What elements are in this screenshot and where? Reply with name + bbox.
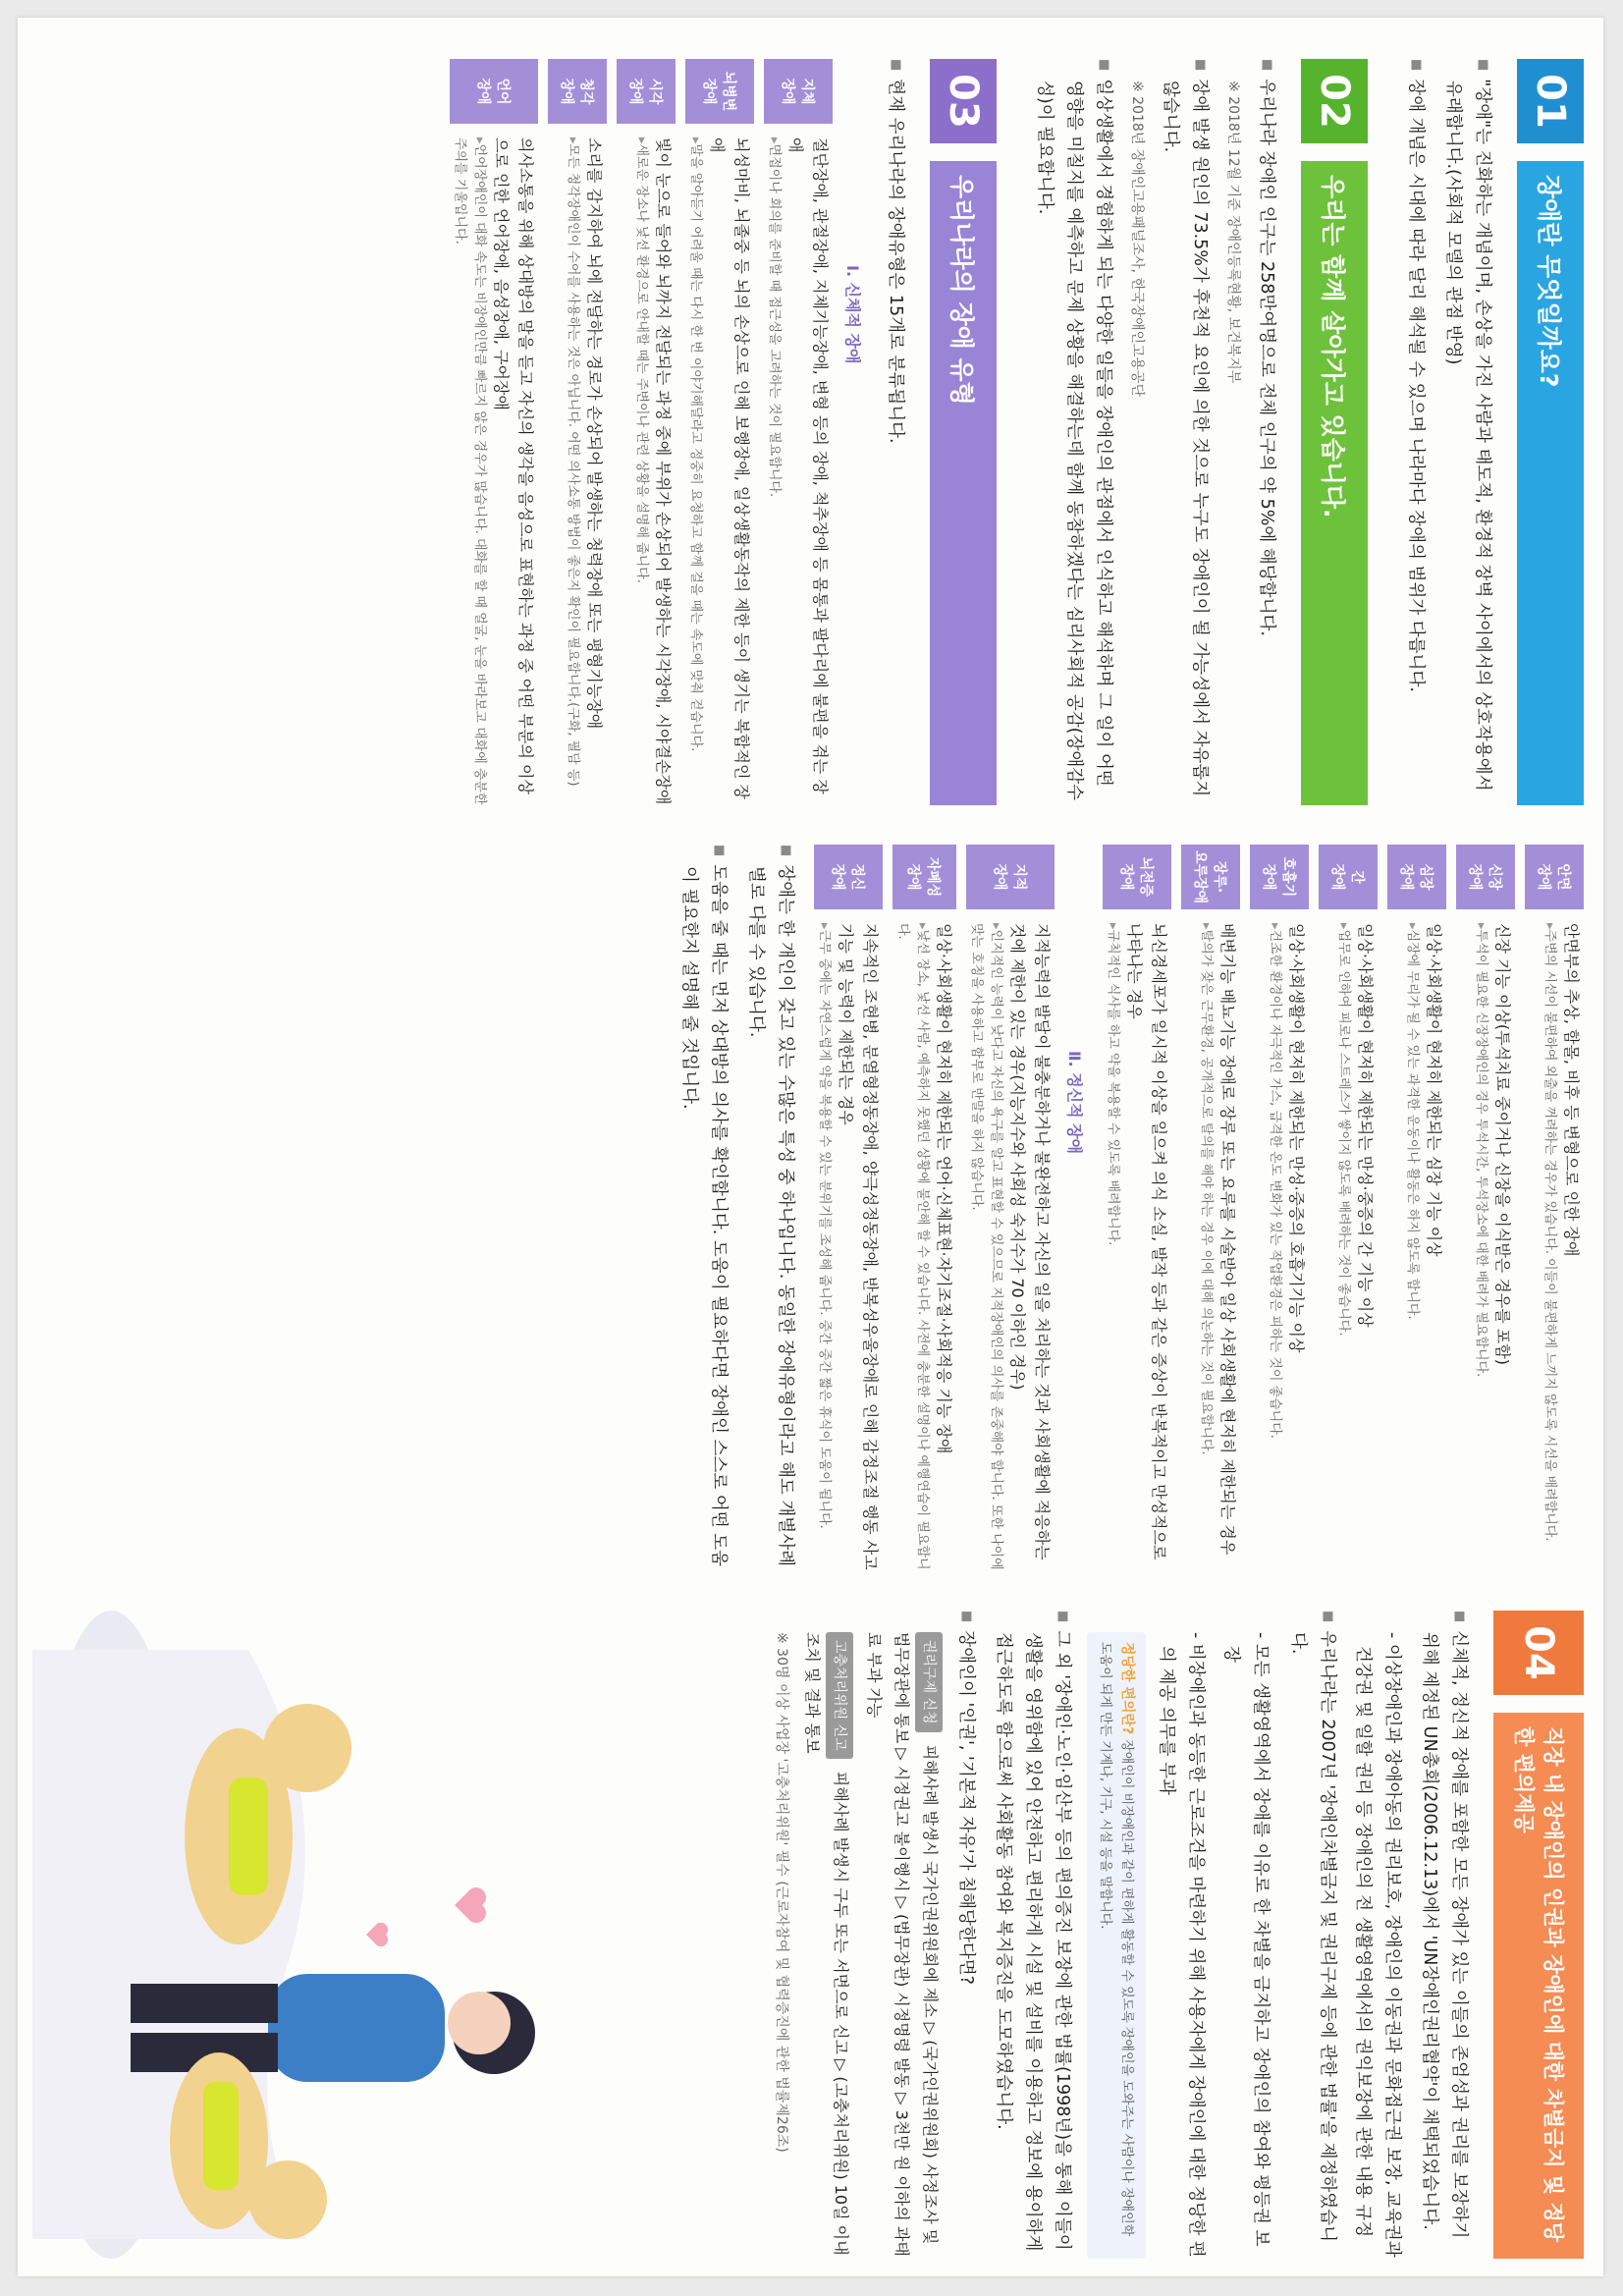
disability-type-row (814, 845, 883, 1571)
sec4-paragraph: ■ 장애인이 '인권', '기본적 자유'가 침해당한다면? (951, 1611, 981, 2259)
disability-description: 뇌신경세포가 일시적 이상을 일으켜 의식 소실, 발작 등과 같은 증상이 반복적이고 만성적으로 나타나는 경우 (1125, 923, 1168, 1560)
etiquette-tip: ▸ 언어장애인이 대화 속도는 비장애인만큼 빠르지 않은 경우가 많습니다. 대화를 할 때 얼굴, 눈을 바라보고 대화에 충분한 주의를 기울입니다. (450, 137, 489, 805)
sec4-paragraph: ■ 그 외 '장애인·노인·임산부 등의 편의증진 보장에 관한 법률(1998년)을 통해 이들이 생활을 영위함에 있어 안전하고 편리하게 시설 및 설비를 이용하고 정보에 용이하게 접근하도록 함으로써 사회활동 참여와 복지증진을 도모하였습니다. (989, 1611, 1077, 2259)
disability-description: 안면부의 추상, 함몰, 비후 등 변형으로 인한 장애 (1562, 923, 1581, 1257)
legal-note: ※ 30명 이상 사업장 '고충처리위원' 필수 (근로자참여 및 협력증진에 관한 법률제26조) (774, 1632, 789, 2153)
sec3-outro: ■ 장애는 한 개인이 갖고 있는 수많은 특성 중 하나입니다. 동일한 장애유형이라고 해도 개별사례별로 다를 수 있습니다. (741, 845, 800, 1571)
section-title: 장애란 무엇일까요? (1517, 161, 1584, 805)
etiquette-tip: ▸ 규칙적인 식사를 하고 약을 복용할 수 있도록 배려합니다. (1103, 923, 1122, 1571)
disability-type-row (1250, 845, 1309, 1571)
section-03-header (930, 59, 997, 805)
disability-type-row (1103, 845, 1171, 1571)
disability-description: 배변기능 배뇨기능 장애로 장루 또는 요루를 시술받아 일상 사회생활에 현저히 제한되는 경우 (1218, 923, 1237, 1556)
etiquette-tip: ▸ 탈의가 잦은 근무환경, 공개적으로 탈의를 해야 하는 경우 이에 대해 의논하는 것이 필요합니다. (1196, 923, 1216, 1555)
disability-description: 일상·사회생활이 현저히 제한되는 언어·신체표현·자기조절·사회적응 기능 장애 (935, 923, 953, 1454)
disability-type-text (1181, 909, 1240, 1555)
disability-description: 소리를 감지하여 뇌에 전달하는 경로가 손상되어 발생하는 청력장애 또는 평형기능장애 (585, 137, 604, 730)
section-title: 우리는 함께 살아가고 있습니다. (1301, 161, 1368, 805)
disability-type-tag: 시각 장애 (617, 59, 676, 124)
column-left (32, 59, 1584, 805)
report-procedure (798, 1632, 854, 2259)
disability-type-text (1456, 909, 1515, 1377)
disability-type-tag: 청각 장애 (548, 59, 607, 124)
definition-text: 장애인이 비장애인과 같이 편하게 활동할 수 있도록 장애인을 도와주는 사람이나 장애인학 도움이 되게 만든 기계나, 기구, 시설 등을 말합니다. (1098, 1642, 1134, 2237)
disability-description: 일상·사회생활이 현저히 제한되는 만성·중증의 간 기능 이상 (1356, 923, 1375, 1328)
etiquette-tip: ▸ 모든 청각장애인이 수어를 사용하는 것은 아닙니다. 어떤 의사소통 방법이 좋은지 확인이 필요합니다.(구화, 필담 등) (563, 137, 582, 786)
disability-type-text (1250, 909, 1309, 1439)
disability-type-row (548, 59, 607, 805)
disability-type-tag: 자폐성 장애 (893, 845, 956, 909)
disability-type-text (548, 124, 607, 786)
disability-type-text (893, 909, 956, 1571)
etiquette-tip: ▸ 업무로 인하여 피로나 스트레스가 쌓이지 않도록 배려하는 것이 좋습니다. (1333, 923, 1353, 1336)
disability-description: 일상·사회생활이 현저히 제한되는 만성·중증의 호흡기기능 이상 (1287, 923, 1306, 1353)
etiquette-tip: ▸ 인지적인 능력이 낮다고 자신의 욕구를 알고 표현할 수 있으므로 지적장애인의 의사를 존중해야 합니다. 또한 나이에 맞는 호칭을 사용하고 함부로 반말을 하지 않습니다. (966, 923, 1005, 1571)
etiquette-tip: ▸ 면접이나 회의를 준비할 때 접근성을 고려하는 것이 필요합니다. (764, 137, 784, 805)
disability-type-tag: 호흡기 장애 (1250, 845, 1309, 909)
etiquette-tip: ▸ 주변의 시선이 불편하여 외출을 꺼려하는 경우가 있습니다. 이들이 불편하게 느끼지 않도록 시선을 배려합니다. (1540, 923, 1559, 1542)
etiquette-tip: ▸ 건조한 환경이나 자극적인 가스, 급격한 온도 변화가 있는 작업환경은 피하는 것이 좋습니다. (1265, 923, 1284, 1439)
section-number: 03 (930, 59, 997, 143)
disability-description: 지속적인 조현병, 분열형정동장애, 양극성정동장애, 반복성우울장애로 인해 감정조절 행동 사고 기능 및 능력이 제한되는 경우 (837, 923, 880, 1570)
disability-type-row (1181, 845, 1240, 1571)
etiquette-tip: ▸ 말을 알아듣기 어려울 때는 다시 한 번 이야기해달라고 정중히 요청하고 함께 걸을 때는 속도에 맞춰 걷습니다. (685, 137, 705, 805)
disability-type-tag: 신장 장애 (1456, 845, 1515, 909)
disability-type-row (685, 59, 754, 805)
disability-type-row (450, 59, 538, 805)
sec4-detail: - 이상장애인과 장애아동의 권리보호, 장애인의 이동권과 문화접근권 보장, 교육권과 건강권 및 일할 권리 등 장애인의 전 생활영역에서의 권익보장에 관한 내용 규정 (1353, 1632, 1402, 2258)
disability-type-text (450, 124, 538, 805)
etiquette-tip: ▸ 투석이 필요한 신장장애인의 경우 투석시간, 투석장소에 대한 배려가 필요합니다. (1471, 923, 1490, 1377)
sec4-detail: - 모든 생활영역에서 장애를 이유로 한 차별을 금지하고 장애인의 참여와 평등권 보장 (1221, 1632, 1271, 2247)
definition-box (1087, 1632, 1146, 2259)
sec4-paragraph: ■ 우리나라는 2007년 '장애인차별금지 및 권리구제 등에 관한 법률'을 제정하였습니다. (1283, 1611, 1342, 2259)
disability-type-row (893, 845, 956, 1571)
section-number: 02 (1301, 59, 1368, 143)
source-note: ※ 2018년 장애인고용패널조사, 한국장애인고용공단 (1129, 81, 1145, 398)
disability-type-tag: 간 장애 (1319, 845, 1378, 909)
report-text: 피해사례 발생시 구두 또는 서면으로 신고 ▷ (고충처리위원) 10일 이내 조치 및 결과 통보 (803, 1632, 850, 2256)
sec3-outro: ■ 도움을 줄 때는 먼저 상대방의 의사를 확인합니다. 도움이 필요하다면 장애인 스스로 어떤 도움이 필요한지 설명해 줄 것입니다. (675, 845, 733, 1571)
disability-type-text (1525, 909, 1584, 1542)
disability-type-row (617, 59, 676, 805)
section-number: 01 (1517, 59, 1584, 143)
disability-type-tag: 지체 장애 (764, 59, 833, 124)
report-label: 고충처리위원 신고 (826, 1632, 853, 1759)
section-number: 04 (1493, 1611, 1584, 1695)
disability-type-row (1319, 845, 1378, 1571)
section-04-header (1493, 1611, 1584, 2259)
sec3-intro: ■ 현재 우리나라의 장애유형은 15개로 분류됩니다. (881, 59, 910, 805)
sec2-paragraph: ■ 일상생활에서 경험하게 되는 다양한 일들을 장애인의 관점에서 인식하고 해석하며 그 일이 어떤 영향을 미칠지를 예측하고 문제 상황을 해결하는데 함께 동참하겠다는 심리사회적 공감(장애감수성)이 필요합니다. (1030, 59, 1118, 805)
disability-list (1103, 845, 1584, 1571)
relief-label: 권리구제 신청 (915, 1632, 943, 1732)
sec4-detail: - 비장애인과 동등한 근로조건을 마련하기 위해 사용자에게 장애인에 대한 정당한 편의 제공 의무를 부과 (1157, 1632, 1206, 2258)
disability-description: 뇌성마비, 뇌졸중 등 뇌의 손상으로 인해 보행장애, 일상생활동작의 제한 등이 생기는 복합적인 장애 (708, 137, 751, 799)
sec1-paragraph: ■ 장애 개념은 시대에 따라 달리 해석될 수 있으며 나라마다 장애의 범위가 다릅니다. (1401, 59, 1431, 805)
column-middle (32, 845, 1584, 1571)
disability-description: 의사소통을 위해 상대방의 말을 듣고 자신의 생각을 음성으로 표현하는 과정 중 어떤 부분의 이상으로 인한 언어장애, 음성장애, 구어장애 (492, 137, 535, 794)
disability-type-text (764, 124, 833, 805)
etiquette-tip: ▸ 낯선 장소, 낯선 사람, 예측하지 못했던 상황에 불안해 할 수 있습니다. 사전에 충분한 설명이나 예행연습이 필요합니다. (893, 923, 932, 1571)
disability-description: 지적능력의 발달이 불충분하거나 불완전하고 자신의 일을 처리하는 것과 사회생활에 적응하는 것에 제한이 있는 경우(지능지수와 사회성 숙지수가 70 이하인 경우) (1008, 923, 1052, 1560)
disability-type-row (1387, 845, 1446, 1571)
disability-type-row (1456, 845, 1515, 1571)
sec2-paragraph: ■ 우리나라 장애인 인구는 258만여명으로 전체 인구의 약 5%에 해당합니다. (1252, 59, 1281, 805)
etiquette-tip: ▸ 새로운 장소나 낯선 환경으로 안내할 때는 주변이나 관련 상황을 설명해 줍니다. (631, 137, 651, 804)
etiquette-tip: ▸ 심장에 무리가 될 수 있는 과격한 운동이나 활동은 하지 않도록 합니다. (1402, 923, 1422, 1320)
category-heading: Ⅱ. 정신적 장애 (1065, 1051, 1084, 1155)
disability-type-text (814, 909, 883, 1571)
disability-list (450, 59, 833, 805)
disability-type-text (1319, 909, 1378, 1336)
disability-type-tag: 정신 장애 (814, 845, 883, 909)
disability-type-tag: 지적 장애 (966, 845, 1055, 909)
disability-type-tag: 뇌병변 장애 (685, 59, 754, 124)
disability-type-tag: 뇌전증 장애 (1103, 845, 1171, 909)
definition-title: 정당한 편의란? (1119, 1642, 1135, 1735)
section-title: 직장 내 장애인의 인권과 장애인에 대한 차별금지 및 정당한 편의제공 (1493, 1713, 1584, 2259)
sec4-paragraph: ■ 신체적, 정신적 장애를 포함한 모든 장애가 있는 이들의 존엄성과 권리를 보장하기 위해 제정된 UN총회(2006.12.13)에서 'UN장애인권리협약'이 채택되었습니다. (1415, 1611, 1474, 2259)
disability-type-text (1103, 909, 1171, 1571)
relief-text: 피해사례 발생시 국가인권위원회에 제소 ▷ (국가인권위원회) 사정조사 및 법무장관에 통보 ▷ 시정권고 불이행시 ▷ (법무장관) 시정명령 발동 ▷ 3천만 원 이하의 과태료 부과 가능 (865, 1632, 940, 2257)
section-title: 우리나라의 장애 유형 (930, 161, 997, 805)
sec1-paragraph: ■ "장애"는 진화하는 개념이며, 손상을 가진 사람과 태도적, 환경적 장벽 사이에서의 상호작용에서 유래합니다.(사회적 모델의 관점 반영) (1438, 59, 1497, 805)
guide-dog-illustration (32, 1611, 661, 2259)
section-02-header (1301, 59, 1368, 805)
etiquette-tip: ▸ 근무 중에는 자연스럽게 약을 복용할 수 있는 분위기를 조성해 줍니다. 중간 중간 짧은 휴식이 도움이 됩니다. (814, 923, 834, 1571)
disability-type-tag: 장루· 요루장애 (1181, 845, 1240, 909)
disability-type-tag: 안면 장애 (1525, 845, 1584, 909)
disability-type-text (1387, 909, 1446, 1320)
disability-description: 빛이 눈으로 들어와 뇌까지 전달되는 과정 중에 부위가 손상되어 발생하는 시각장애, 시야결손장애 (654, 137, 673, 805)
disability-description: 절단장애, 관절장애, 지체기능장애, 변형 등의 장애, 척추장애 등 몸통과 팔다리에 불편을 겪는 장애 (786, 137, 830, 794)
source-note: ※ 2018년 12월 기준 장애인등록현황, 보건복지부 (1225, 81, 1241, 384)
disability-description: 일상·사회생활이 현저히 제한되는 심장 기능 이상 (1425, 923, 1443, 1257)
disability-type-tag: 심장 장애 (1387, 845, 1446, 909)
disability-type-text (966, 909, 1055, 1571)
disability-type-text (685, 124, 754, 805)
relief-procedure (860, 1632, 944, 2259)
disability-type-row (966, 845, 1055, 1571)
disability-type-row (1525, 845, 1584, 1571)
disability-description: 신장 기능 이상(투석치료 중이거나 신장을 이식받은 경우를 포함) (1493, 923, 1512, 1365)
disability-type-row (764, 59, 833, 805)
section-01-header (1517, 59, 1584, 805)
disability-type-text (617, 124, 676, 804)
disability-type-tag: 언어 장애 (450, 59, 538, 124)
column-right (32, 1611, 1584, 2259)
sec2-paragraph: ■ 장애 발생 원인의 73.5%가 후천적 요인에 의한 것으로 누구도 장애인이 될 가능성에서 자유롭지 않습니다. (1156, 59, 1215, 805)
disability-list (814, 845, 1055, 1571)
category-heading: Ⅰ. 신체적 장애 (843, 265, 862, 364)
